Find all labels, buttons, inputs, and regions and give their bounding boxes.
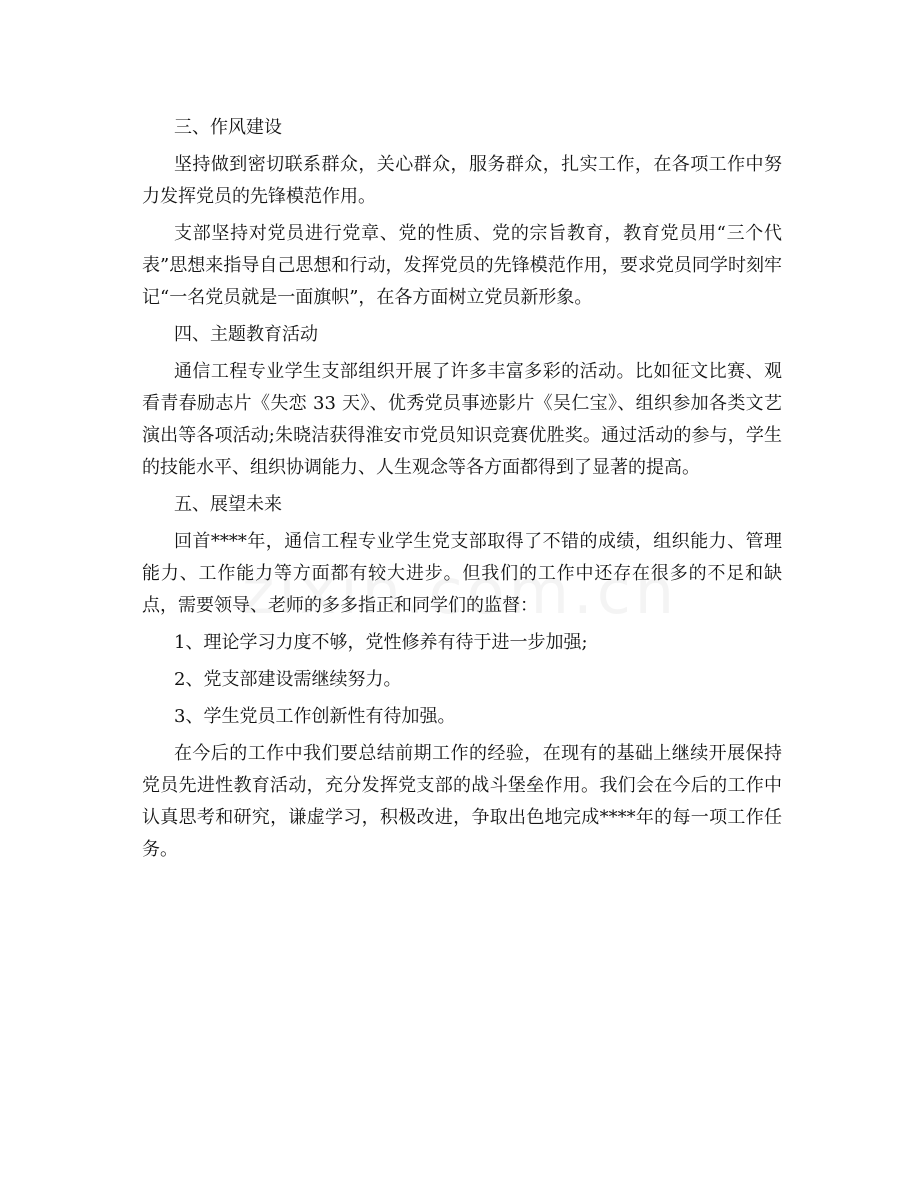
paragraph: 回首****年，通信工程专业学生党支部取得了不错的成绩，组织能力、管理能力、工作能力等方面都有较大进步。但我们的工作中还存在很多的不足和缺点，需要领导、老师的多多指正和同学们的监督： <box>142 531 782 616</box>
section-heading-5: 五、展望未来 <box>174 494 282 515</box>
paragraph: 在今后的工作中我们要总结前期工作的经验，在现有的基础上继续开展保持党员先进性教育活动，充分发挥党支部的战斗堡垒作用。我们会在今后的工作中认真思考和研究，谦虚学习，积极改进，争取出色地完成****年的每一项工作任务。 <box>142 743 782 860</box>
paragraph: 支部坚持对党员进行党章、党的性质、党的宗旨教育，教育党员用“三个代表”思想来指导自己思想和行动，发挥党员的先锋模范作用，要求党员同学时刻牢记“一名党员就是一面旗帜”，在各方面树立党员新形象。 <box>142 223 782 308</box>
section-heading-3: 三、作风建设 <box>174 117 282 138</box>
list-item: 2、党支部建设需继续努力。 <box>174 669 402 690</box>
paragraph: 通信工程专业学生支部组织开展了许多丰富多彩的活动。比如征文比赛、观看青春励志片《失恋 33 天》、优秀党员事迹影片《吴仁宝》、组织参加各类文艺演出等各项活动;朱晓洁获得淮安市党员知识竞赛优胜奖。通过活动的参与，学生的技能水平、组织协调能力、人生观念等各方面都得到了显著的提高。 <box>142 361 782 478</box>
section-heading-4: 四、主题教育活动 <box>174 324 318 345</box>
list-item: 1、理论学习力度不够，党性修养有待于进一步加强; <box>174 632 588 653</box>
list-item: 3、学生党员工作创新性有待加强。 <box>174 706 456 727</box>
document-body <box>142 112 782 871</box>
paragraph: 坚持做到密切联系群众，关心群众，服务群众，扎实工作，在各项工作中努力发挥党员的先锋模范作用。 <box>142 154 782 207</box>
